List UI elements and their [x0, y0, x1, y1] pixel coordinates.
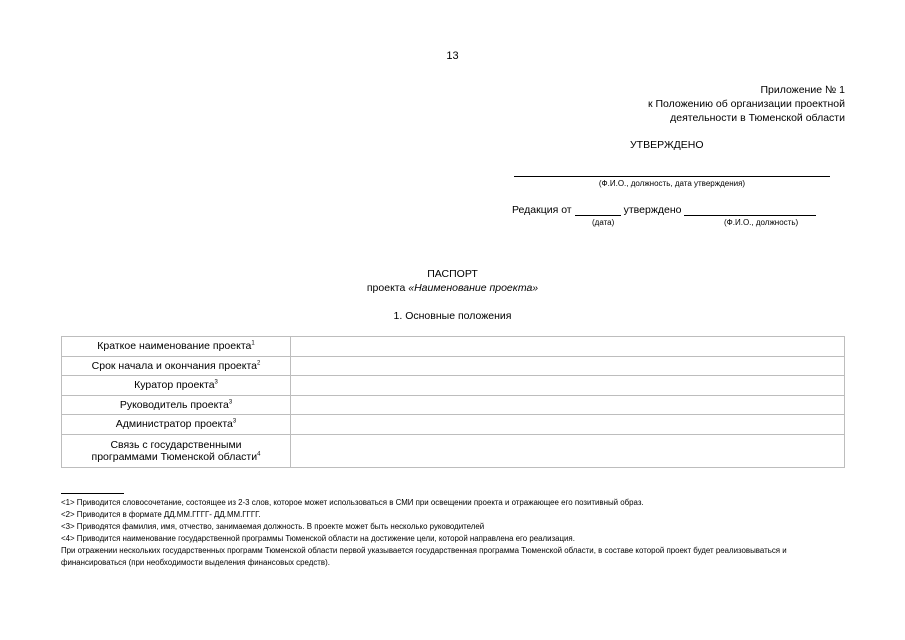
appendix-line-1: Приложение № 1	[760, 84, 845, 96]
approval-signature-line	[514, 176, 830, 177]
footnote-ref: 4	[257, 451, 261, 457]
row-value-curator[interactable]	[291, 376, 845, 396]
table-row	[62, 434, 845, 467]
table-row	[62, 415, 845, 435]
row-label-short-name: Краткое наименование проекта$^1$	[62, 337, 291, 357]
footnote-ref: 3	[232, 418, 237, 425]
footnote-3: <3> Приводятся фамилия, имя, отчество, занимаемая должность. В проекте может быть несколько руководителей	[61, 522, 485, 531]
row-label-manager: Руководитель проекта$^3$	[62, 395, 291, 415]
approved-person-blank	[684, 204, 816, 216]
passport-heading	[0, 267, 905, 295]
edition-line	[512, 204, 816, 216]
passport-title: ПАСПОРТ	[427, 268, 478, 280]
appendix-line-3: деятельности в Тюменской области	[670, 112, 845, 124]
approval-signature-caption: (Ф.И.О., должность, дата утверждения)	[598, 179, 746, 188]
footnote-1: <1> Приводится словосочетание, состоящее из 2-3 слов, которое может использоваться в СМИ при освещении проекта и отражающее его позитивный образ.	[61, 498, 644, 507]
edition-date-blank	[575, 204, 621, 216]
passport-subtitle	[0, 281, 905, 295]
table-row	[62, 337, 845, 357]
footnote-note: При отражении нескольких государственных программ Тюменской области первой указывается государственная программа Тюменской области, в составе которой проект будет реализовываться и финансироваться (при необходимости выделения финансовых средств).	[61, 546, 787, 567]
footnote-2: <2> Приводится в формате ДД.ММ.ГГГГ- ДД.ММ.ГГГГ.	[61, 510, 261, 519]
edition-label: Редакция от	[512, 204, 572, 216]
project-name: «Наименование проекта»	[408, 282, 539, 294]
person-caption: (Ф.И.О., должность)	[724, 218, 799, 227]
footnote-ref: 1	[251, 340, 255, 347]
appendix-header	[648, 83, 845, 125]
approved-label: утверждено	[623, 204, 682, 216]
footnotes	[61, 497, 851, 569]
row-value-dates[interactable]	[291, 356, 845, 376]
table-row	[62, 376, 845, 396]
row-value-manager[interactable]	[291, 395, 845, 415]
footnote-4: <4> Приводится наименование государственной программы Тюменской области на достижение цели, которой направлена его реализация.	[61, 534, 575, 543]
page-number: 13	[446, 50, 459, 62]
row-value-short-name[interactable]	[291, 337, 845, 357]
footnote-ref: 3	[228, 399, 233, 406]
row-label-dates: Срок начала и окончания проекта$^2$	[62, 356, 291, 376]
row-label-administrator: Администратор проекта$^3$	[62, 415, 291, 435]
passport-subtitle-prefix: проекта	[366, 282, 409, 294]
footnote-ref: 2	[257, 360, 261, 367]
footnote-divider	[61, 493, 124, 494]
row-label-state-programs: Связь с государственными программами Тюменской области$^4$	[62, 434, 291, 467]
date-caption: (дата)	[592, 218, 615, 227]
table-row	[62, 356, 845, 376]
row-value-state-programs[interactable]	[291, 434, 845, 467]
approved-title: УТВЕРЖДЕНО	[630, 139, 704, 151]
appendix-line-2: к Положению об организации проектной	[647, 98, 845, 110]
footnote-ref: 3	[214, 379, 218, 386]
section-title: 1. Основные положения	[393, 310, 512, 322]
table-row	[62, 395, 845, 415]
main-positions-table	[61, 336, 845, 468]
row-label-curator: Куратор проекта$^3$	[62, 376, 291, 396]
row-value-administrator[interactable]	[291, 415, 845, 435]
